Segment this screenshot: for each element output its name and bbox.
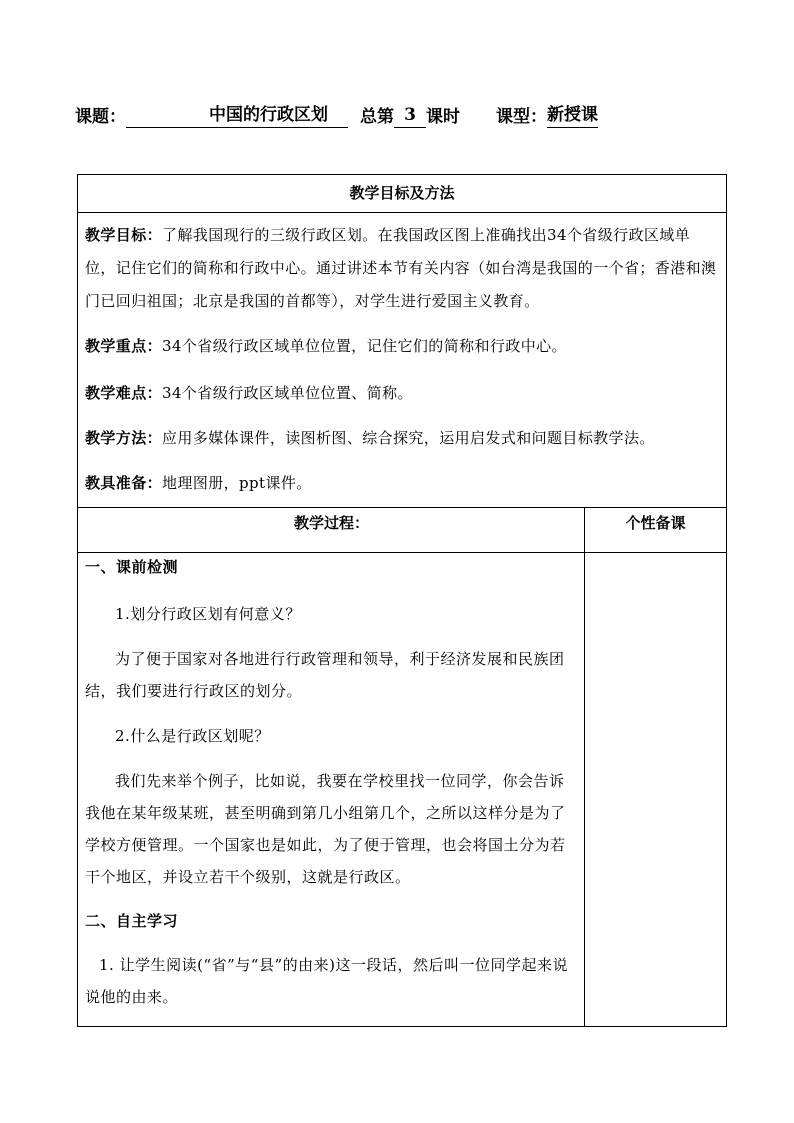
objective-goal [85, 219, 719, 318]
objective-text: 34个省级行政区域单位位置、简称。 [162, 384, 413, 402]
objectives-heading: 教学目标及方法 [78, 175, 726, 213]
lesson-header [75, 103, 735, 131]
objective-difficulty [85, 377, 719, 410]
lesson-suffix: 课时 [426, 107, 460, 127]
objective-text: 地理图册，ppt课件。 [162, 474, 312, 492]
course-label: 课题： [75, 107, 126, 127]
total-prefix: 总第 [360, 107, 394, 127]
type-label: 课型： [496, 107, 547, 127]
process-cell [78, 553, 584, 1026]
objective-label: 教具准备： [85, 474, 163, 492]
objective-key-point [85, 330, 719, 363]
objective-text: 34个省级行政区域单位位置，记住它们的简称和行政中心。 [162, 337, 567, 355]
process-header-row [78, 508, 726, 553]
answer-2: 我们先来举个例子，比如说，我要在学校里找一位同学，你会告诉我他在某年级某班，甚至明确到第几小组第几个，之所以这样分是为了学校方便管理。一个国家也是如此，为了便于管理，也会将国土分为若干个地区，并设立若干个级别，这就是行政区。 [85, 772, 566, 886]
objective-label: 教学难点： [85, 384, 163, 402]
lesson-plan-table [77, 174, 727, 1027]
notes-cell [585, 553, 726, 1026]
section-heading-self-study: 二、自主学习 [85, 912, 179, 930]
objective-materials [85, 467, 719, 500]
question-1: 1.划分行政区划有何意义？ [115, 605, 301, 623]
objectives-cell [78, 213, 726, 508]
lesson-number: 3 [394, 103, 426, 128]
objective-label: 教学重点： [85, 337, 163, 355]
answer-1: 为了便于国家对各地进行行政管理和领导，利于经济发展和民族团结，我们要进行行政区的划分。 [85, 650, 565, 700]
task-1: 1. 让学生阅读(“省”与“县”的由来)这一段话，然后叫一位同学起来说说他的由来。 [85, 956, 568, 1006]
objective-label: 教学方法： [85, 429, 163, 447]
objective-text: 应用多媒体课件，读图析图、综合探究，运用启发式和问题目标教学法。 [162, 429, 655, 447]
question-2: 2.什么是行政区划呢？ [115, 727, 270, 745]
section-heading-pretest: 一、课前检测 [85, 558, 179, 576]
objective-text: 了解我国现行的三级行政区划。在我国政区图上准确找出34个省级行政区域单位，记住它们的简称和行政中心。通过讲述本节有关内容（如台湾是我国的一个省；香港和澳门已回归祖国；北京是我国的首都等），对学生进行爱国主义教育。 [85, 226, 717, 310]
objective-method [85, 422, 719, 455]
lesson-type: 新授课 [547, 103, 598, 128]
notes-heading: 个性备课 [625, 514, 686, 532]
process-heading: 教学过程： [293, 514, 369, 532]
course-title: 中国的行政区划 [126, 103, 348, 128]
objective-label: 教学目标： [85, 226, 163, 244]
